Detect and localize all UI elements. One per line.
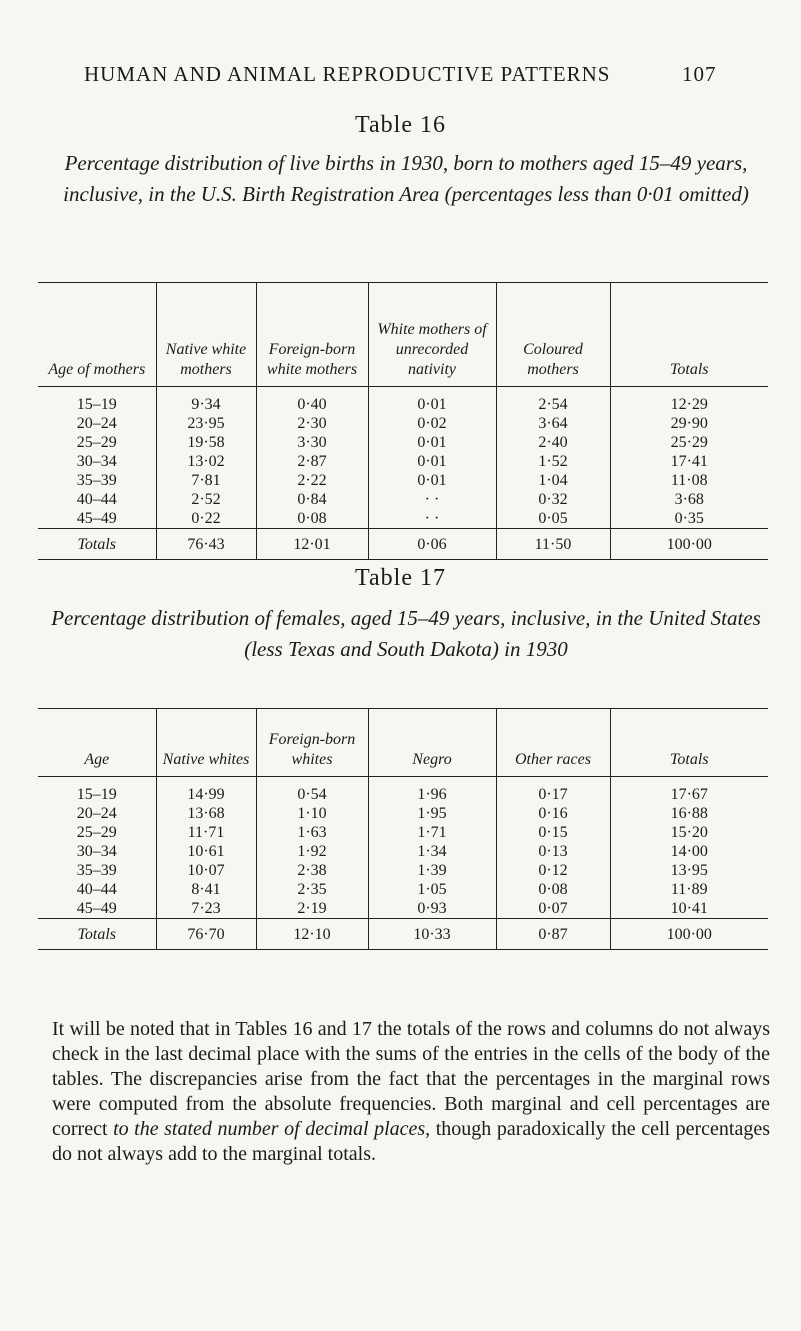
value-cell: 1·95 xyxy=(368,804,496,823)
paragraph-text: It will be noted that in Tables 16 and 17 the totals of the rows and columns do not always check in the last decimal place with the sums of the entries in the cells of the body of the tables. The discrepancies arise from the fact that the percentages in the marginal rows were computed from the absolute frequencies. Both marginal and cell percentages are correct xyxy=(52,1018,770,1140)
value-cell: 2·30 xyxy=(256,414,368,433)
value-cell: 3·68 xyxy=(610,490,768,509)
table17-col-header: Age xyxy=(38,709,156,777)
table17-caption: Percentage distribution of females, aged 15–49 years, inclusive, in the United States (less Texas and South Dakota) in 1930 xyxy=(51,606,761,661)
value-cell: 0·12 xyxy=(496,861,610,880)
body-paragraph xyxy=(52,1017,770,1167)
value-cell: 13·68 xyxy=(156,804,256,823)
value-cell: 1·63 xyxy=(256,823,368,842)
value-cell: 10·41 xyxy=(610,899,768,919)
value-cell: 0·13 xyxy=(496,842,610,861)
age-cell: 35–39 xyxy=(76,472,117,489)
value-cell: 0·35 xyxy=(610,509,768,529)
value-cell: 2·52 xyxy=(156,490,256,509)
value-cell: 7·23 xyxy=(156,899,256,919)
value-cell: · · xyxy=(368,509,496,529)
age-cell: 30–34 xyxy=(76,843,117,860)
total-cell: 10·33 xyxy=(368,919,496,950)
value-cell: 2·35 xyxy=(256,880,368,899)
table-row xyxy=(38,899,768,919)
value-cell: 0·16 xyxy=(496,804,610,823)
value-cell: 2·38 xyxy=(256,861,368,880)
total-cell: 12·10 xyxy=(256,919,368,950)
value-cell: 0·08 xyxy=(256,509,368,529)
value-cell: 8·41 xyxy=(156,880,256,899)
value-cell: 0·01 xyxy=(368,387,496,415)
table-row xyxy=(38,452,768,471)
age-cell: 45–49 xyxy=(76,900,117,917)
table-row xyxy=(38,861,768,880)
value-cell: 11·89 xyxy=(610,880,768,899)
table17 xyxy=(38,708,768,950)
value-cell: 0·05 xyxy=(496,509,610,529)
value-cell: 13·95 xyxy=(610,861,768,880)
value-cell: 1·92 xyxy=(256,842,368,861)
table-row xyxy=(38,880,768,899)
table17-col-header: Negro xyxy=(368,709,496,777)
total-cell: 12·01 xyxy=(256,529,368,560)
age-cell: 35–39 xyxy=(76,862,117,879)
age-cell: 40–44 xyxy=(76,491,117,508)
value-cell: 1·34 xyxy=(368,842,496,861)
value-cell: 1·10 xyxy=(256,804,368,823)
table-row xyxy=(38,804,768,823)
value-cell: 10·61 xyxy=(156,842,256,861)
value-cell: 13·02 xyxy=(156,452,256,471)
table17-col-header: Native whites xyxy=(156,709,256,777)
value-cell: 0·15 xyxy=(496,823,610,842)
value-cell: 10·07 xyxy=(156,861,256,880)
running-header xyxy=(84,62,717,87)
value-cell: 14·00 xyxy=(610,842,768,861)
total-cell: 0·87 xyxy=(496,919,610,950)
value-cell: 9·34 xyxy=(156,387,256,415)
age-cell: 20–24 xyxy=(76,805,117,822)
table-row xyxy=(38,842,768,861)
value-cell: 0·54 xyxy=(256,777,368,805)
table17-body xyxy=(38,777,768,950)
value-cell: 0·40 xyxy=(256,387,368,415)
totals-label: Totals xyxy=(38,919,156,950)
value-cell: 7·81 xyxy=(156,471,256,490)
table-row xyxy=(38,433,768,452)
table17-col-header: Foreign-born whites xyxy=(256,709,368,777)
value-cell: 11·71 xyxy=(156,823,256,842)
value-cell: 0·32 xyxy=(496,490,610,509)
value-cell: 11·08 xyxy=(610,471,768,490)
table16-caption: Percentage distribution of live births in 1930, born to mothers aged 15–49 years, inclusive, in the U.S. Birth Registration Area (percentages less than 0·01 omitted) xyxy=(63,151,749,206)
value-cell: 29·90 xyxy=(610,414,768,433)
value-cell: 3·30 xyxy=(256,433,368,452)
value-cell: 0·02 xyxy=(368,414,496,433)
table-row xyxy=(38,471,768,490)
paragraph-emphasis: to the stated number of decimal places xyxy=(113,1118,426,1140)
total-cell: 100·00 xyxy=(610,529,768,560)
table-row xyxy=(38,823,768,842)
age-cell: 45–49 xyxy=(76,510,117,527)
value-cell: 1·96 xyxy=(368,777,496,805)
value-cell: 17·41 xyxy=(610,452,768,471)
table-row xyxy=(38,509,768,529)
total-cell: 11·50 xyxy=(496,529,610,560)
age-cell: 25–29 xyxy=(76,824,117,841)
value-cell: 14·99 xyxy=(156,777,256,805)
value-cell: 2·22 xyxy=(256,471,368,490)
table16-col-header: Coloured mothers xyxy=(496,283,610,387)
totals-row xyxy=(38,529,768,560)
table16-title: Table 16 xyxy=(355,112,446,138)
value-cell: 16·88 xyxy=(610,804,768,823)
table-row xyxy=(38,414,768,433)
value-cell: 1·71 xyxy=(368,823,496,842)
total-cell: 0·06 xyxy=(368,529,496,560)
age-cell: 30–34 xyxy=(76,453,117,470)
value-cell: 0·01 xyxy=(368,433,496,452)
table16-col-header: White mothers of unrecorded nativity xyxy=(368,283,496,387)
table16-col-header: Native white mothers xyxy=(156,283,256,387)
table16-body xyxy=(38,387,768,560)
paragraph-text: , though paradoxically the cell percentages do not always add to the marginal totals. xyxy=(52,1118,770,1165)
value-cell: 1·52 xyxy=(496,452,610,471)
value-cell: 25·29 xyxy=(610,433,768,452)
total-cell: 100·00 xyxy=(610,919,768,950)
value-cell: 1·04 xyxy=(496,471,610,490)
age-cell: 40–44 xyxy=(76,881,117,898)
table17-title: Table 17 xyxy=(355,565,446,591)
page-number: 107 xyxy=(682,62,717,86)
value-cell: 0·84 xyxy=(256,490,368,509)
totals-row xyxy=(38,919,768,950)
value-cell: 19·58 xyxy=(156,433,256,452)
table17-col-header: Other races xyxy=(496,709,610,777)
value-cell: · · xyxy=(368,490,496,509)
age-cell: 15–19 xyxy=(76,786,117,803)
table16-col-header: Age of mothers xyxy=(38,283,156,387)
value-cell: 0·93 xyxy=(368,899,496,919)
total-cell: 76·70 xyxy=(156,919,256,950)
table16-col-header: Totals xyxy=(610,283,768,387)
table16 xyxy=(38,282,768,560)
age-cell: 15–19 xyxy=(76,396,117,413)
value-cell: 23·95 xyxy=(156,414,256,433)
running-title: HUMAN AND ANIMAL REPRODUCTIVE PATTERNS xyxy=(84,62,611,86)
value-cell: 2·40 xyxy=(496,433,610,452)
value-cell: 1·05 xyxy=(368,880,496,899)
table17-col-header: Totals xyxy=(610,709,768,777)
table16-col-header: Foreign-born white mothers xyxy=(256,283,368,387)
value-cell: 17·67 xyxy=(610,777,768,805)
value-cell: 3·64 xyxy=(496,414,610,433)
value-cell: 1·39 xyxy=(368,861,496,880)
age-cell: 25–29 xyxy=(76,434,117,451)
value-cell: 2·87 xyxy=(256,452,368,471)
value-cell: 2·54 xyxy=(496,387,610,415)
table-row xyxy=(38,490,768,509)
value-cell: 0·08 xyxy=(496,880,610,899)
table-row xyxy=(38,387,768,415)
value-cell: 12·29 xyxy=(610,387,768,415)
value-cell: 0·01 xyxy=(368,471,496,490)
value-cell: 0·07 xyxy=(496,899,610,919)
value-cell: 0·01 xyxy=(368,452,496,471)
table-row xyxy=(38,777,768,805)
totals-label: Totals xyxy=(38,529,156,560)
value-cell: 2·19 xyxy=(256,899,368,919)
age-cell: 20–24 xyxy=(76,415,117,432)
value-cell: 15·20 xyxy=(610,823,768,842)
value-cell: 0·22 xyxy=(156,509,256,529)
value-cell: 0·17 xyxy=(496,777,610,805)
total-cell: 76·43 xyxy=(156,529,256,560)
